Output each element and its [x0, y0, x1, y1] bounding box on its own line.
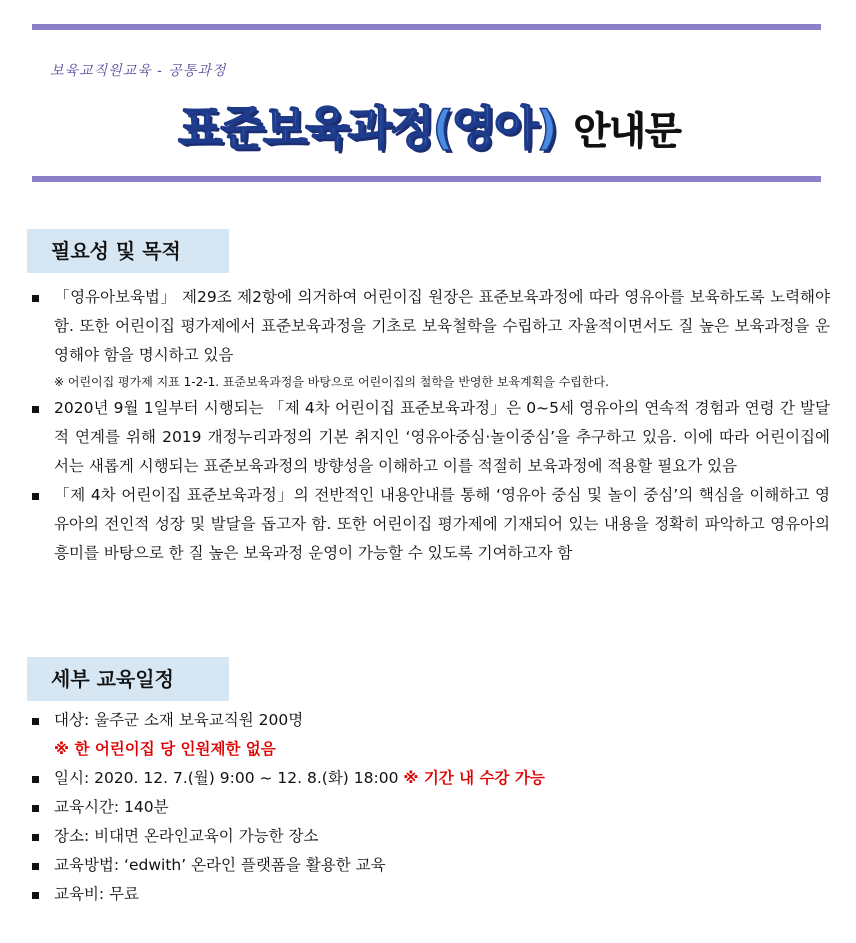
schedule-duration: 교육시간: 140분: [54, 798, 169, 816]
page-title: [178, 92, 681, 158]
bullet-icon: [32, 718, 39, 725]
schedule-datetime: 일시: 2020. 12. 7.(월) 9:00 ~ 12. 8.(화) 18:00: [54, 769, 404, 787]
schedule-place: 장소: 비대면 온라인교육이 가능한 장소: [54, 827, 319, 845]
top-divider: [32, 24, 821, 30]
bullet-icon: [32, 834, 39, 841]
title-sub: 안내문: [573, 109, 681, 153]
schedule-target: 대상: 울주군 소재 보육교직원 200명: [54, 711, 304, 729]
bullet-icon: [32, 863, 39, 870]
bottom-divider: [32, 176, 821, 182]
bullet-icon: [32, 805, 39, 812]
bullet-icon: [32, 295, 39, 302]
purpose-item-1: 「영유아보육법」 제29조 제2항에 의거하여 어린이집 원장은 표준보육과정에 따라 영유아를 보육하도록 노력해야 함. 또한 어린이집 평가제에서 표준보육과정을 기초로 보육철학을 수립하고 자율적이면서도 질 높은 보육과정을 운영해야 함을 명시하고 있음: [54, 288, 830, 364]
list-item: [30, 283, 830, 370]
schedule-fee: 교육비: 무료: [54, 885, 140, 903]
list-item: [30, 394, 830, 481]
list-item: [30, 793, 830, 822]
purpose-list: [30, 283, 830, 568]
bullet-icon: [32, 892, 39, 899]
bullet-icon: [32, 776, 39, 783]
target-warning: ※ 한 어린이집 당 인원제한 없음: [54, 740, 276, 758]
list-item: [30, 851, 830, 880]
purpose-item-3: 「제 4차 어린이집 표준보육과정」의 전반적인 내용안내를 통해 ‘영유아 중심 및 놀이 중심’의 핵심을 이해하고 영유아의 전인적 성장 및 발달을 돕고자 함. 또한 어린이집 평가제에 기재되어 있는 내용을 정확히 파악하고 영유아의 흥미를 바탕으로 한 질 높은 보육과정 운영이 가능할 수 있도록 기여하고자 함: [54, 486, 830, 562]
list-item: [30, 880, 830, 909]
title-main: 표준보육과정(영아): [178, 101, 556, 155]
section-heading-schedule: 세부 교육일정: [27, 657, 229, 701]
list-item: [30, 822, 830, 851]
list-item: [30, 764, 830, 793]
course-subtitle: 보육교직원교육 - 공통과정: [50, 63, 227, 79]
purpose-item-2: 2020년 9월 1일부터 시행되는 「제 4차 어린이집 표준보육과정」은 0~5세 영유아의 연속적 경험과 연령 간 발달적 연계를 위해 2019 개정누리과정의 기본 취지인 ‘영유아중심·놀이중심’을 추구하고 있음. 이에 따라 어린이집에서는 새롭게 시행되는 표준보육과정의 방향성을 이해하고 이를 적절히 보육과정에 적용할 필요가 있음: [54, 399, 830, 475]
evaluation-note: ※ 어린이집 평가제 지표 1-2-1. 표준보육과정을 바탕으로 어린이집의 철학을 반영한 보육계획을 수립한다.: [54, 375, 609, 389]
list-item: [30, 706, 830, 735]
datetime-warning: ※ 기간 내 수강 가능: [403, 769, 545, 787]
section-heading-purpose: 필요성 및 목적: [27, 229, 229, 273]
schedule-list: [30, 706, 830, 909]
schedule-method: 교육방법: ‘edwith’ 온라인 플랫폼을 활용한 교육: [54, 856, 386, 874]
bullet-icon: [32, 406, 39, 413]
bullet-icon: [32, 493, 39, 500]
list-item: [30, 481, 830, 568]
